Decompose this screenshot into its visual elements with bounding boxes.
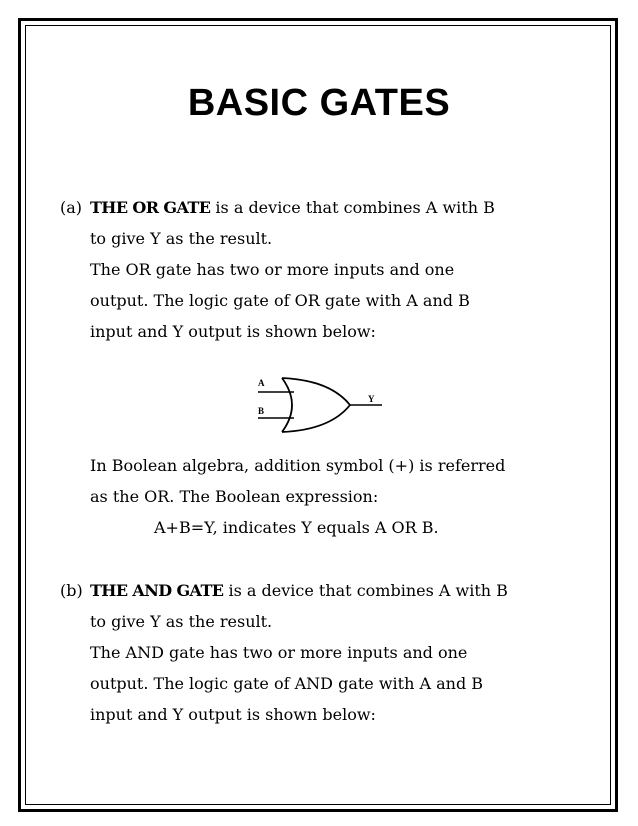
or-output-label: Y	[368, 394, 375, 404]
or-input-b-label: B	[258, 406, 265, 416]
and-line-3: The AND gate has two or more inputs and one	[90, 643, 468, 662]
and-line-5: input and Y output is shown below:	[90, 705, 376, 724]
or-gate-back-curve	[282, 378, 292, 432]
or-line-1	[90, 192, 570, 223]
section-and-gate	[60, 575, 570, 730]
and-line-1	[90, 575, 570, 606]
or-line-2: to give Y as the result.	[90, 229, 273, 248]
or-gate-diagram	[250, 372, 390, 442]
page-title: BASIC GATES	[187, 82, 451, 124]
or-line-3: The OR gate has two or more inputs and one	[90, 260, 455, 279]
section-marker-a: (a)	[60, 198, 83, 217]
or-line-5: input and Y output is shown below:	[90, 322, 376, 341]
or-bool-line-2: as the OR. The Boolean expression:	[90, 487, 379, 506]
and-gate-heading: THE AND GATE	[90, 581, 224, 600]
and-line-2: to give Y as the result.	[90, 612, 273, 631]
or-line-1-text: is a device that combines A with B	[210, 198, 495, 217]
or-boolean-expression: A+B=Y, indicates Y equals A OR B.	[154, 518, 439, 537]
or-boolean-explanation	[90, 450, 570, 543]
and-line-4: output. The logic gate of AND gate with A and B	[90, 674, 484, 693]
or-gate-heading: THE OR GATE	[90, 198, 211, 217]
or-line-4: output. The logic gate of OR gate with A and B	[90, 291, 470, 310]
or-bool-line-1: In Boolean algebra, addition symbol (+) is referred	[90, 456, 506, 475]
and-line-1-text: is a device that combines A with B	[223, 581, 508, 600]
section-marker-b: (b)	[60, 581, 83, 600]
or-gate-symbol	[250, 372, 390, 442]
section-or-gate	[60, 192, 570, 347]
or-input-a-label: A	[258, 378, 265, 388]
